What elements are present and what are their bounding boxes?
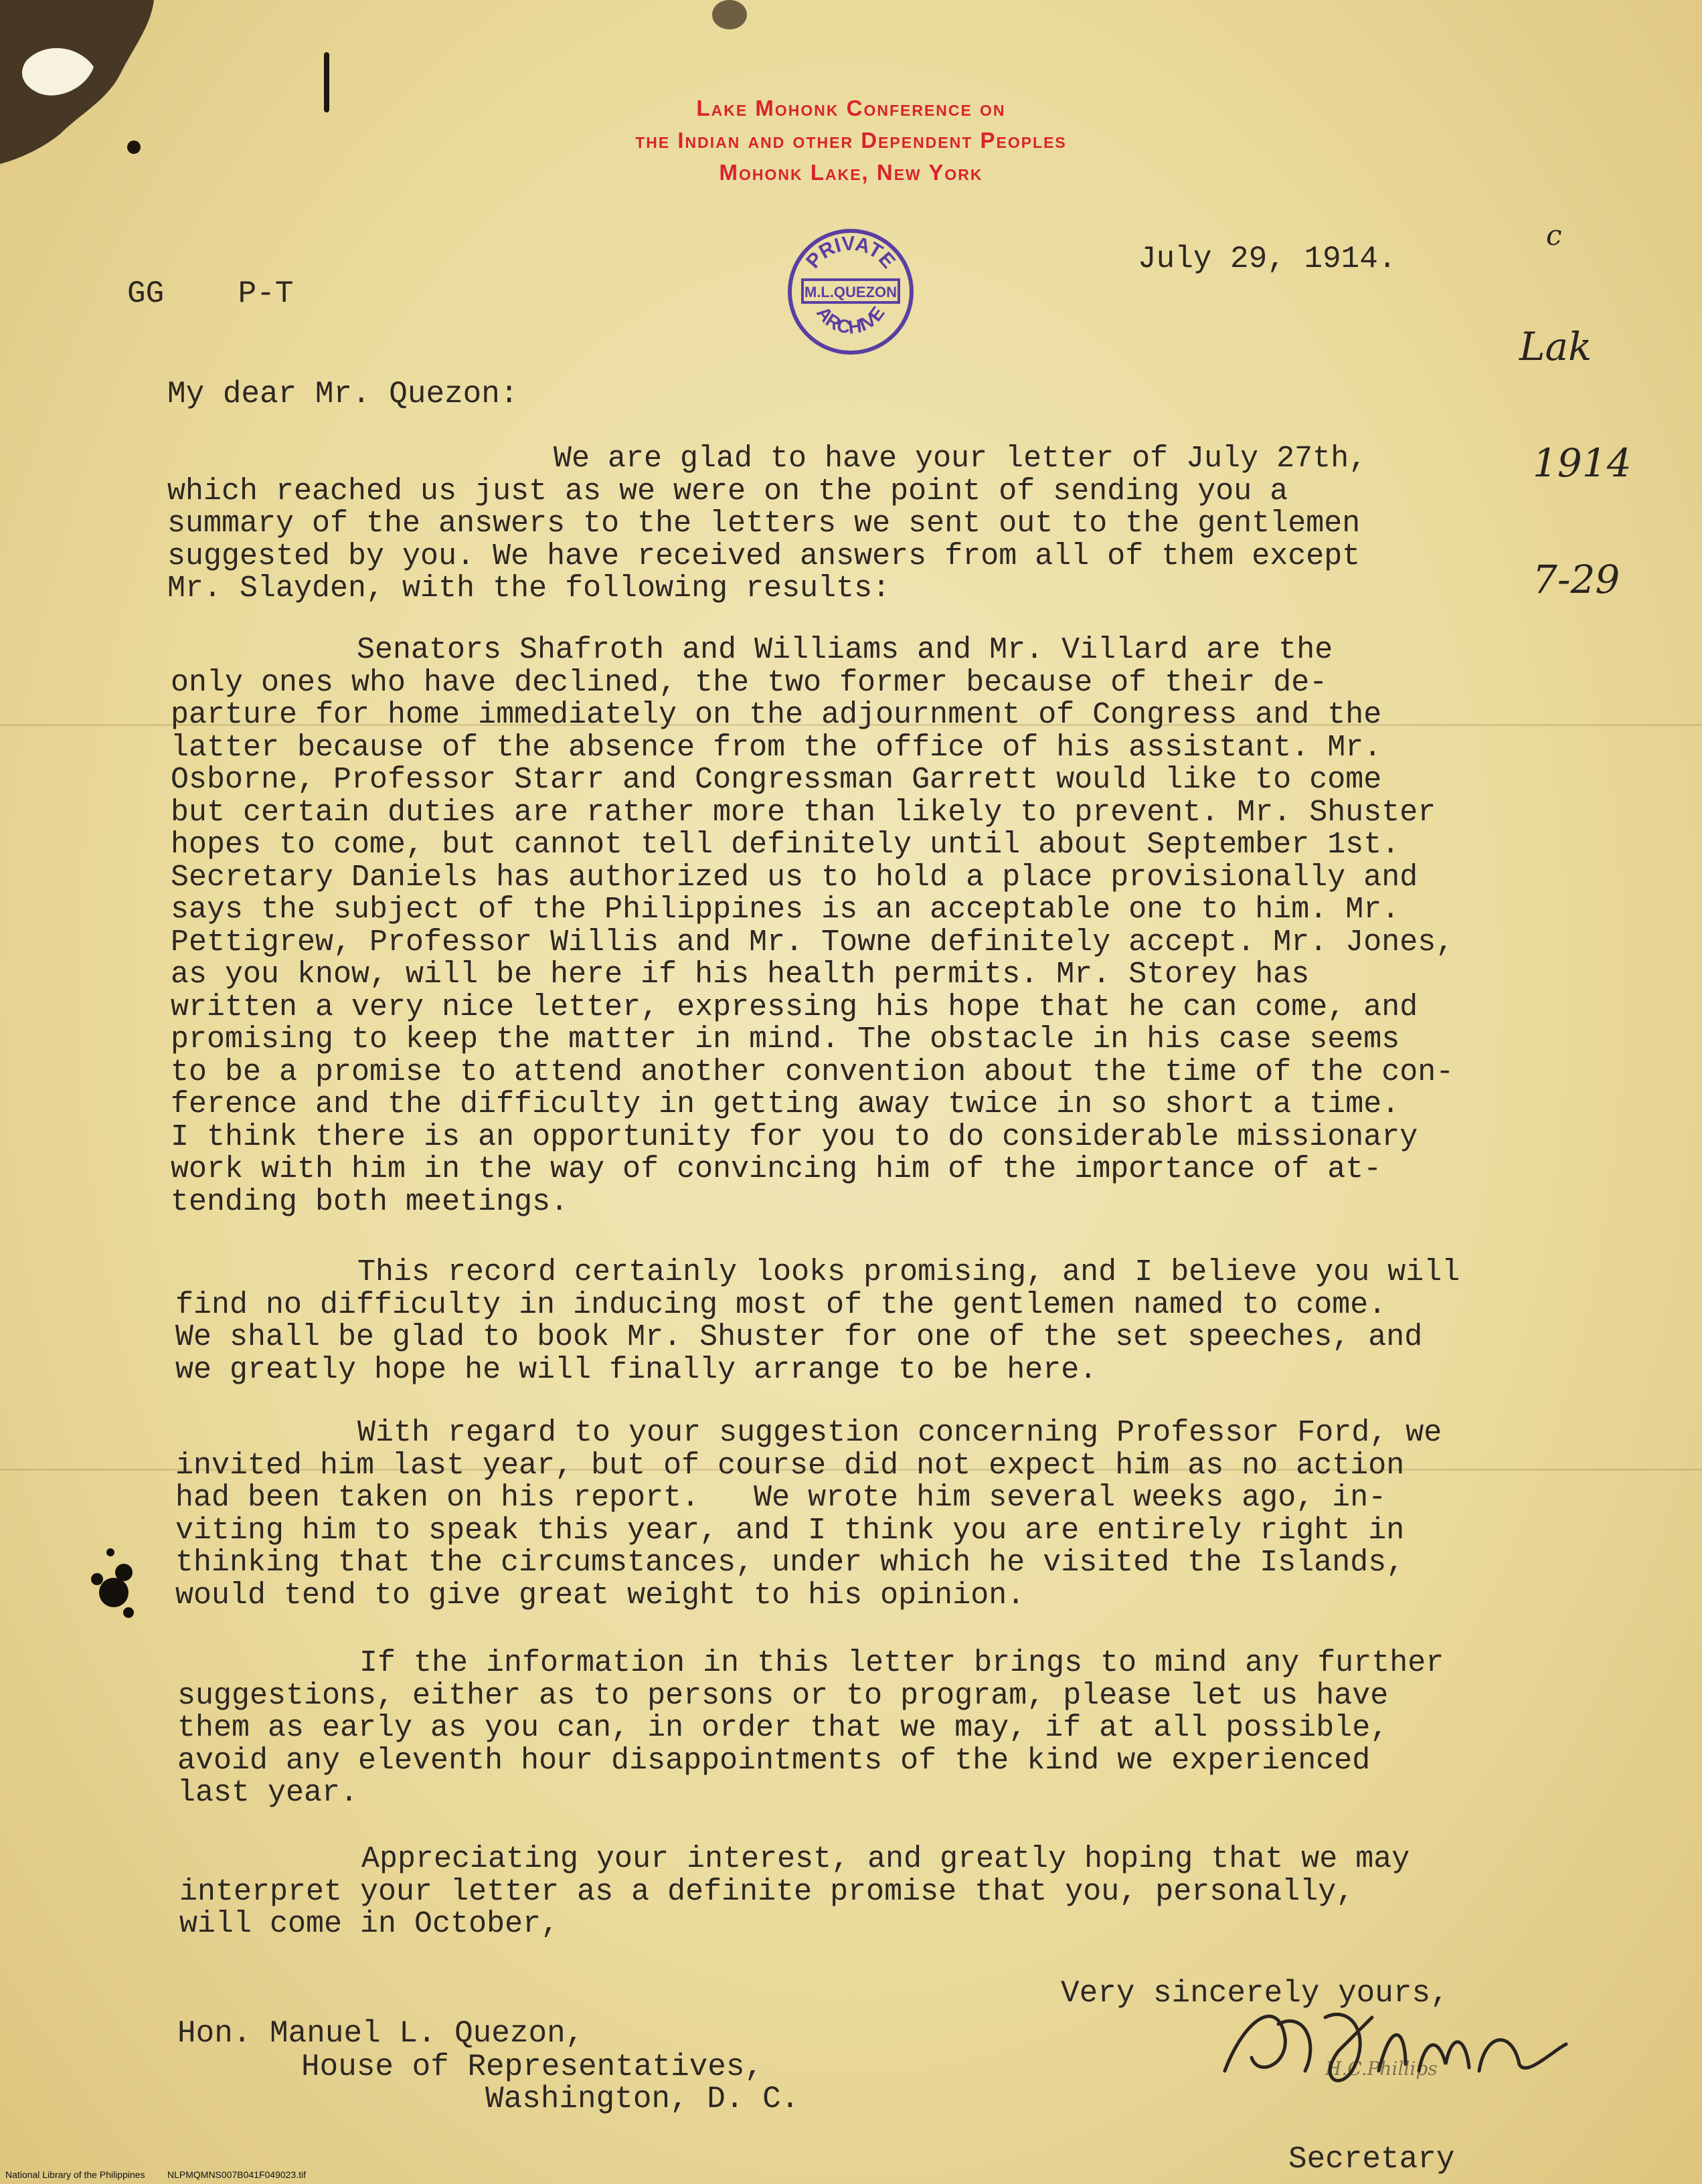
addressee-name: Hon. Manuel L. Quezon,	[177, 2016, 584, 2051]
para-line: thinking that the circumstances, under which he visited the Islands,	[175, 1546, 1405, 1580]
paragraph-2	[171, 634, 1643, 1218]
paragraph-4	[175, 1417, 1614, 1612]
addressee-org: House of Representatives,	[301, 2050, 764, 2084]
para-line: Senators Shafroth and Williams and Mr. Villard are the	[357, 633, 1333, 667]
para-line: Pettigrew, Professor Willis and Mr. Towne definitely accept. Mr. Jones,	[171, 925, 1454, 960]
para-line: find no difficulty in inducing most of the gentlemen named to come.	[175, 1287, 1387, 1322]
private-archive-stamp	[788, 229, 914, 355]
paragraph-6	[179, 1843, 1618, 1941]
paragraph-1	[167, 443, 1553, 606]
footer-institution: National Library of the Philippines	[5, 2169, 145, 2180]
para-line: suggested by you. We have received answers from all of them except	[167, 539, 1361, 573]
para-line: We are glad to have your letter of July 27th,	[554, 442, 1367, 476]
para-line: them as early as you can, in order that we may, if at all possible,	[177, 1711, 1389, 1745]
para-line: but certain duties are rather more than likely to prevent. Mr. Shuster	[171, 795, 1436, 830]
signer-title: Secretary	[1288, 2142, 1455, 2177]
letterhead-line-2: the Indian and other Dependent Peoples	[635, 128, 1067, 153]
para-line: suggestions, either as to persons or to program, please let us have	[177, 1678, 1389, 1713]
paragraph-3	[175, 1257, 1614, 1386]
para-line: as you know, will be here if his health permits. Mr. Storey has	[171, 958, 1310, 992]
footer-filename: NLPMQMNS007B041F049023.tif	[167, 2169, 306, 2180]
para-line: had been taken on his report. We wrote him several weeks ago, in-	[175, 1481, 1387, 1515]
paragraph-5	[177, 1647, 1616, 1810]
para-line: invited him last year, but of course did not expect him as no action	[175, 1448, 1405, 1483]
para-line: says the subject of the Philippines is an acceptable one to him. Mr.	[171, 893, 1400, 927]
para-line: If the information in this letter brings to mind any further	[359, 1646, 1444, 1680]
closing: Very sincerely yours,	[1061, 1976, 1449, 2011]
para-line: With regard to your suggestion concerning Professor Ford, we	[357, 1416, 1442, 1450]
para-line: will come in October,	[179, 1907, 560, 1941]
letterhead-line-1: Lake Mohonk Conference on	[696, 96, 1006, 120]
para-line: written a very nice letter, expressing his hope that he can come, and	[171, 990, 1418, 1024]
para-line: parture for home immediately on the adjournment of Congress and the	[171, 698, 1382, 732]
para-line: hopes to come, but cannot tell definitely until about September 1st.	[171, 828, 1400, 862]
handwritten-line: 7-29	[1533, 557, 1620, 602]
para-line: ference and the difficulty in getting away twice in so short a time.	[171, 1087, 1400, 1121]
para-line: interpret your letter as a definite promise that you, personally,	[179, 1874, 1355, 1909]
letterhead-line-3: Mohonk Lake, New York	[719, 160, 983, 185]
reference-initials: GG P-T	[127, 276, 294, 311]
letterhead	[0, 92, 1702, 189]
para-line: would tend to give great weight to his opinion.	[175, 1578, 1025, 1613]
addressee-city: Washington, D. C.	[485, 2082, 800, 2116]
para-line: Osborne, Professor Starr and Congressman Garrett would like to come	[171, 763, 1382, 797]
signature-text: H.C.Phillips	[1325, 2058, 1438, 2080]
stamp-center-text: M.L.QUEZON	[804, 284, 898, 300]
para-line: tending both meetings.	[171, 1184, 569, 1219]
para-line: Mr. Slayden, with the following results:	[167, 571, 891, 606]
stamp-top-text: PRIVATE	[802, 233, 900, 273]
para-line: work with him in the way of convincing him of the importance of at-	[171, 1152, 1382, 1186]
para-line: which reached us just as we were on the point of sending you a	[167, 474, 1288, 509]
para-line: last year.	[177, 1776, 359, 1810]
ink-spot-top-center	[703, 0, 756, 40]
para-line: summary of the answers to the letters we sent out to the gentlemen	[167, 507, 1361, 541]
para-line: only ones who have declined, the two former because of their de-	[171, 665, 1328, 700]
stamp-bottom-text: ARCHIVE	[813, 302, 889, 338]
letter-date: July 29, 1914.	[1138, 242, 1397, 276]
salutation: My dear Mr. Quezon:	[167, 377, 519, 412]
ink-blot-left	[74, 1532, 154, 1639]
signature	[1205, 1977, 1580, 2104]
para-line: to be a promise to attend another convention about the time of the con-	[171, 1055, 1454, 1089]
para-line: viting him to speak this year, and I think you are entirely right in	[175, 1513, 1405, 1548]
para-line: we greatly hope he will finally arrange to be here.	[175, 1352, 1098, 1387]
para-line: avoid any eleventh hour disappointments of the kind we experienced	[177, 1743, 1371, 1778]
para-line: I think there is an opportunity for you to do considerable missionary	[171, 1119, 1418, 1154]
handwritten-line: Lak	[1519, 324, 1592, 369]
para-line: Secretary Daniels has authorized us to hold a place provisionally and	[171, 860, 1418, 895]
handwritten-line: 1914	[1533, 440, 1632, 486]
para-line: Appreciating your interest, and greatly hoping that we may	[361, 1842, 1410, 1876]
para-line: This record certainly looks promising, and I believe you will	[357, 1255, 1460, 1289]
para-line: promising to keep the matter in mind. The obstacle in his case seems	[171, 1022, 1400, 1057]
handwritten-line: c	[1546, 219, 1562, 252]
para-line: We shall be glad to book Mr. Shuster for one of the set speeches, and	[175, 1320, 1423, 1354]
para-line: latter because of the absence from the office of his assistant. Mr.	[171, 730, 1382, 765]
